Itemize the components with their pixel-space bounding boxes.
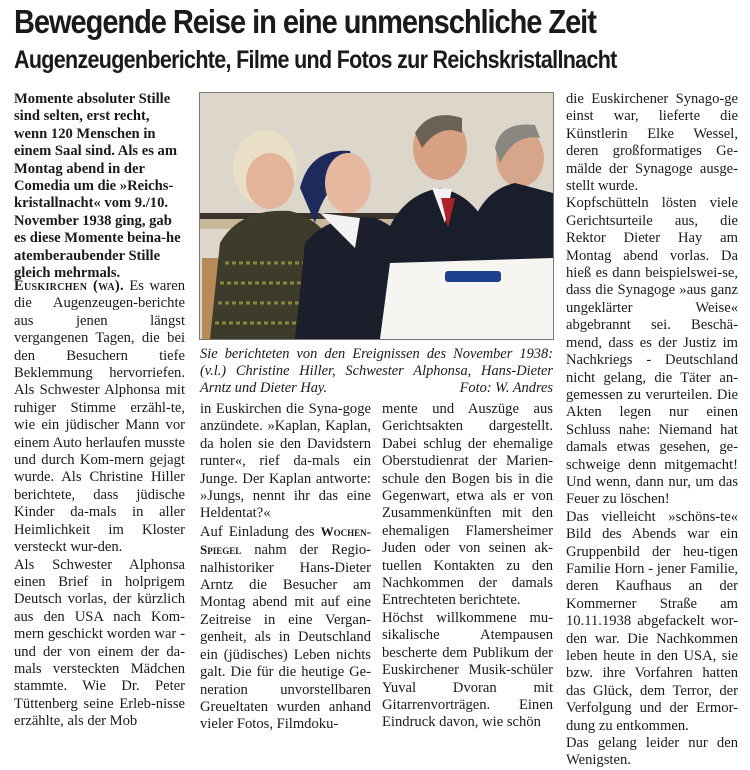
news-photo bbox=[199, 92, 554, 340]
photo-image bbox=[200, 93, 553, 339]
paragraph: Als Schwester Alphonsa einen Brief in holprigem Deutsch vorlas, der kürzlich aus den USA nach Kom-mern geschickt worden war - und der von einem der da-mals versteckten Mädchen stammte. Wie Dr. Peter Tüttenberg seine Erleb-nisse erzählte, als der Mob bbox=[14, 556, 185, 730]
lead-paragraph: Momente absoluter Stille sind selten, erst recht, wenn 120 Menschen in einem Saal sind. Als es am Montag abend in der Comedia um die »Reichs-kristallnacht« vom 9./10. November 1938 ging, gab es diese Momente beina-he atemberaubender Stille gleich mehrmals. bbox=[14, 91, 181, 282]
column-1 bbox=[14, 278, 185, 731]
paragraph: in Euskirchen die Syna-goge anzündete. »Kaplan, Kaplan, da holen sie den Davidstern runter«, rief da-mals ein Junge. Der Kaplan antworte: »Jungs, nennt ihr das eine Heldentat?« bbox=[200, 401, 371, 522]
column-2 bbox=[200, 401, 371, 734]
paragraph: Euskirchen (wa). Es waren die Augenzeugen-berichte aus jenen längst vergangenen Tagen, die bei den Besuchern tiefe Beklemmung hervorriefen. Als Schwester Alphonsa mit ruhiger Stimme erzähl-te, wie ein jüdischer Mann vor einem Auto herlaufen musste und durch Kom-mern gejagt wurde. Als Christine Hiller berichtete, dass jüdische Kinder da-mals in aller Heimlichkeit im Kloster versteckt wur-den. bbox=[14, 278, 185, 556]
paragraph: die Euskirchener Synago-ge einst war, lieferte die Künstlerin Elke Wessel, deren großformatiges Ge-mälde der Synagoge ausge-stellt wurde. bbox=[566, 91, 738, 195]
paragraph: Kopfschütteln lösten viele Gerichtsurteile aus, die Rektor Dieter Hay am Montag abend vorlas. Da hieß es dann beispielswei-se, dass die Synagoge »aus ganz ungeklärter Weise« abgebrannt sei. Beschä-mend, dass es der Justiz im Nachkriegs - Deutschland nicht gelang, die Täter an-gemessen zu verurteilen. Die Akten legen nur einen Schluss nahe: Niemand hat damals etwas gesehen, ge-schweige denn mitgemacht! Und wenn, dann nur, um das Feuer zu löschen! bbox=[566, 195, 738, 508]
publication-name: Wochen-Spiegel bbox=[200, 523, 371, 558]
paragraph: Das vielleicht »schöns-te« Bild des Abends war ein Gruppenbild der heu-tigen Familie Horn - jener Familie, deren Kaufhaus an der Kommerner Straße am 10.11.1938 abgefackelt wor-den war. Die Nachkommen leben heute in den USA, sie bzw. ihre Vorfahren hatten das Glück, dem Terror, der Verfolgung und der Ermor-dung zu entkommen. bbox=[566, 508, 738, 734]
paragraph: Das gelang leider nur den Wenigsten. bbox=[566, 735, 738, 769]
subheadline: Augenzeugenberichte, Filme und Fotos zur Reichskristallnacht bbox=[14, 46, 617, 74]
dateline: Euskirchen (wa). bbox=[14, 278, 124, 294]
paragraph: Höchst willkommene mu-sikalische Atempausen bescherte dem Publikum der Euskirchener Musik-schüler Yuval Dvoran mit Gitarrenvorträgen. Einen Eindruck davon, wie schön bbox=[382, 609, 553, 731]
paragraph: Auf Einladung des Wochen-Spiegel nahm der Regio-nalhistoriker Hans-Dieter Arntz die Besucher am Montag abend mit auf eine Zeitreise in eine Vergan-genheit, als in Deutschland ein (jüdisches) Leben nichts galt. Die für die heutige Ge-neration unvorstellbaren Greueltaten wurden anhand vieler Fotos, Filmdoku- bbox=[200, 523, 372, 733]
headline: Bewegende Reise in eine unmenschliche Zeit bbox=[14, 3, 596, 40]
column-3 bbox=[382, 401, 553, 732]
paragraph: mente und Auszüge aus Gerichtsakten dargestellt. Dabei schlug der ehemalige Oberstudienrat der Marien-schule den Bogen bis in die Gegenwart, etwa als er von Zusammenkünften mit den ehemaligen Flamersheimer Juden oder von seinen ak-tuellen Kontakten zu den Nachkommen der damals Entrechteten berichtete. bbox=[382, 401, 553, 609]
caption-text: Sie berichteten von den Ereignissen des November 1938: (v.l.) Christine Hiller, Schwester Alphonsa, Hans-Dieter Arntz und Dieter Hay. bbox=[200, 346, 553, 396]
photo-credit: Foto: W. Andres bbox=[459, 380, 553, 396]
photo-caption bbox=[200, 346, 553, 397]
column-4 bbox=[566, 91, 738, 770]
